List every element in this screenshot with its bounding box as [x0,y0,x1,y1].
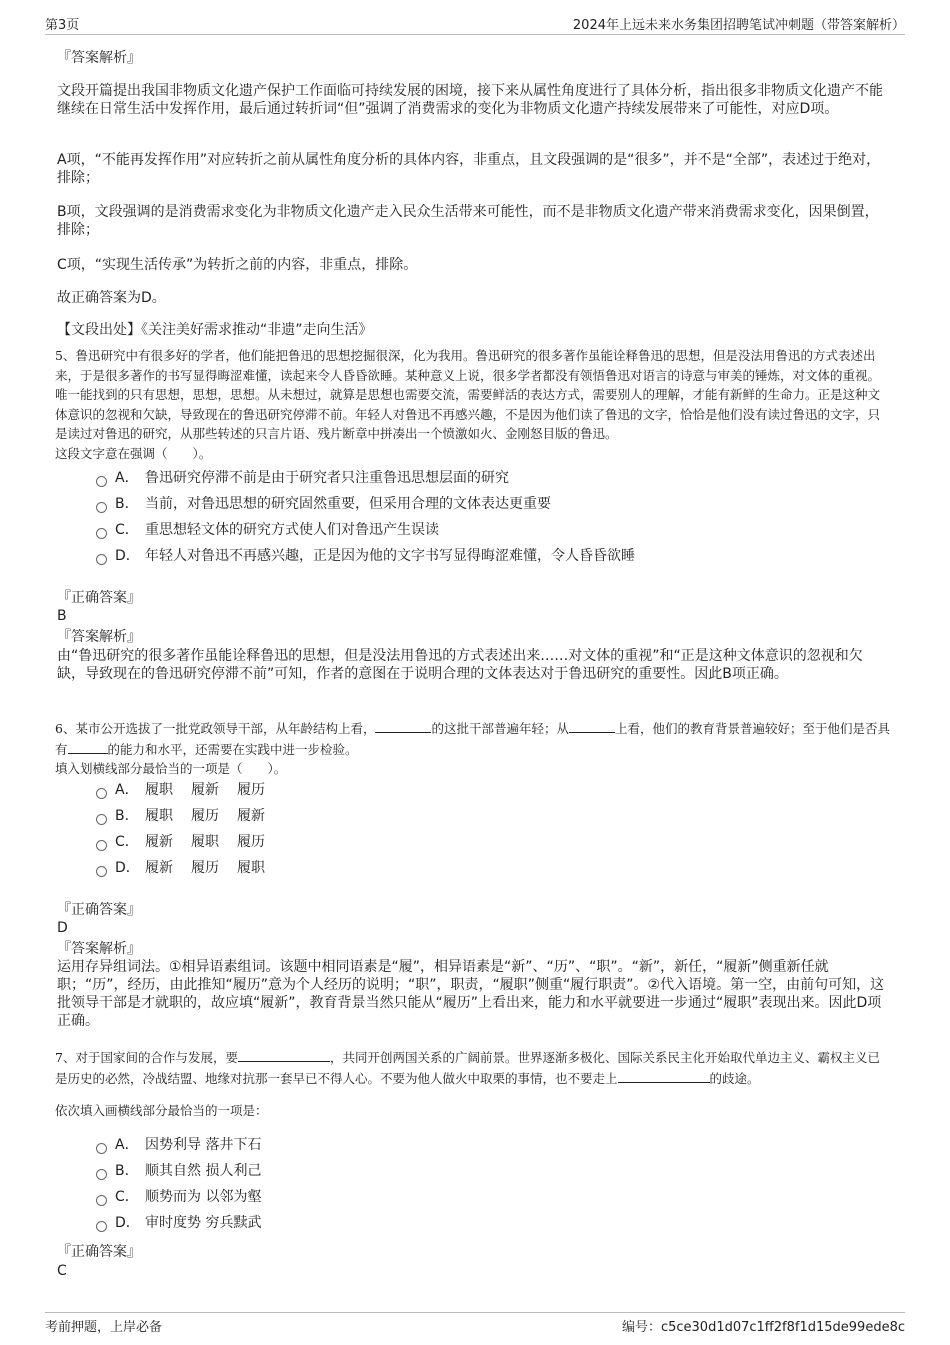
q7-answer-label: 『正确答案』 [57,1244,141,1260]
q5-stem-text: 5、鲁迅研究中有很多好的学者，他们能把鲁迅的思想挖掘很深，化为我用。鲁迅研究的很多著作虽能诠释鲁迅的思想，但是没法用鲁迅的方式表述出来，于是很多著作的书写显得晦涩难懂，读起来令人昏昏欲睡。某种意义上说，很多学者都没有领悟鲁迅对语言的诗意与审美的锤炼，对文体的重视。唯一能找到的只有思想，思想，思想。从未想过，就算是思想也需要交流，需要鲜活的表达方式，需要别人的理解，才能有新鲜的生命力。正是这种文体意识的忽视和欠缺，导致现在的鲁迅研究停滞不前。年轻人对鲁迅不再感兴趣，不是因为他们读了鲁迅的文字，恰恰是他们没有读过鲁迅的文字，只是读过对鲁迅的研究，从那些转述的只言片语、残片断章中拼凑出一个愤激如火、金刚怒目版的鲁迅。 [55,348,881,441]
q6-option-b[interactable]: B． 履职 履历 履新 [96,805,265,827]
blank-line [618,1068,710,1083]
radio-icon[interactable] [96,1195,107,1206]
q6-answer-label: 『正确答案』 [57,902,141,918]
blank-line [238,1047,330,1062]
q6-prompt: 填入划横线部分最恰当的一项是（ ）。 [55,761,287,776]
footer-slogan: 考前押题，上岸必备 [45,1320,163,1335]
q7-option-d[interactable]: D． 审时度势 穷兵黩武 [96,1212,261,1234]
radio-icon[interactable] [96,866,107,877]
q5-analysis-label: 『答案解析』 [57,629,141,645]
q5-option-b[interactable]: B． 当前，对鲁迅思想的研究固然重要，但采用合理的文体表达更重要 [96,493,551,515]
radio-icon[interactable] [96,1169,107,1180]
q5-option-c[interactable]: C． 重思想轻文体的研究方式使人们对鲁迅产生误读 [96,519,439,541]
q4-source: 【文段出处】《关注美好需求推动“非遗”走向生活》 [57,322,373,338]
radio-icon[interactable] [96,554,107,565]
radio-icon[interactable] [96,476,107,487]
radio-icon[interactable] [96,528,107,539]
q4-analysis-para-3: B项，文段强调的是消费需求变化为非物质文化遗产走入民众生活带来可能性，而不是非物质文化遗产带来消费需求变化，因果倒置，排除； [57,204,879,238]
radio-icon[interactable] [96,502,107,513]
q6-option-d[interactable]: D． 履新 履历 履职 [96,857,265,879]
q6-option-c[interactable]: C． 履新 履职 履历 [96,831,265,853]
q7-option-c[interactable]: C． 顺势而为 以邻为壑 [96,1186,261,1208]
q5-option-d[interactable]: D． 年轻人对鲁迅不再感兴趣，正是因为他的文字书写显得晦涩难懂，令人昏昏欲睡 [96,545,635,567]
radio-icon[interactable] [96,788,107,799]
radio-icon[interactable] [96,1143,107,1154]
page-header [45,14,905,35]
q6-answer: D [57,920,68,936]
blank-line [375,718,431,733]
radio-icon[interactable] [96,1221,107,1232]
q7-prompt: 依次填入画横线部分最恰当的一项是： [55,1103,268,1118]
q4-conclusion: 故正确答案为D。 [57,290,166,306]
radio-icon[interactable] [96,840,107,851]
footer-serial: 编号：c5ce30d1d07c1ff2f8f1d15de99ede8c [621,1320,905,1335]
q6-option-a[interactable]: A． 履职 履新 履历 [96,779,265,801]
q7-option-a[interactable]: A． 因势利导 落井下石 [96,1134,261,1156]
q6-stem: 6、某市公开选拔了一批党政领导干部，从年龄结构上看， 的这批干部普遍年轻；从 上看，他们的教育背景普遍较好；至于他们是否具有 的能力和水平，还需要在实践中进一步检验。 填入划横线部分最恰当的一项是（ ）。 [55,718,891,779]
q7-stem: 7、对于国家间的合作与发展，要 ，共同开创两国关系的广阔前景。世界逐渐多极化、国际关系民主化开始取代单边主义、霸权主义已是历史的必然，冷战结盟、地缘对抗那一套早已不得人心。不要为他人做火中取栗的事情，也不要走上 的歧途。 [55,1047,891,1088]
q5-option-a[interactable]: A． 鲁迅研究停滞不前是由于研究者只注重鲁迅思想层面的研究 [96,467,509,489]
page-footer [45,1312,905,1335]
q5-answer-label: 『正确答案』 [57,590,141,606]
q7-option-b[interactable]: B． 顺其自然 损人利己 [96,1160,261,1182]
q5-prompt: 这段文字意在强调（ ）。 [55,445,212,461]
q4-analysis-para-2: A项，“不能再发挥作用”对应转折之前从属性角度分析的具体内容，非重点，且文段强调的是“很多”，并不是“全部”，表述过于绝对，排除； [57,152,881,186]
q5-analysis: 由“鲁迅研究的很多著作虽能诠释鲁迅的思想，但是没法用鲁迅的方式表述出来……对文体的重视”和“正是这种文体意识的忽视和欠缺，导致现在的鲁迅研究停滞不前”可知，作者的意图在于说明合理的文体表达对于鲁迅研究的重要性。因此B项正确。 [57,648,863,682]
q4-analysis-para-1: 文段开篇提出我国非物质文化遗产保护工作面临可持续发展的困境，接下来从属性角度进行了具体分析，指出很多非物质文化遗产不能继续在日常生活中发挥作用，最后通过转折词“但”强调了消费需求的变化为非物质文化遗产持续发展带来了可能性，对应D项。 [57,83,883,117]
page-number: 第3页 [45,18,80,33]
q5-stem [55,346,891,463]
blank-line [68,739,108,754]
document-title: 2024年上远未来水务集团招聘笔试冲刺题（带答案解析） [572,18,905,33]
radio-icon[interactable] [96,814,107,825]
q4-analysis-para-4: C项，“实现生活传承”为转折之前的内容，非重点，排除。 [57,257,418,273]
q6-analysis: 运用存异组词法。①相异语素组词。该题中相同语素是“履”，相异语素是“新”、“历”、“职”。“新”，新任，“履新”侧重新任就职；“历”，经历，由此推知“履历”意为个人经历的说明；“职”，职责，“履职”侧重“履行职责”。②代入语境。第一空，由前句可知，这批领导干部是才就职的，故应填“履新”，教育背景当然只能从“履历”上看出来，能力和水平就要进一步通过“履职”表现出来。因此D项正确。 [57,959,885,1029]
q6-analysis-label: 『答案解析』 [57,941,141,957]
q7-answer: C [57,1263,67,1279]
q4-analysis-label: 『答案解析』 [57,50,141,66]
q5-answer: B [57,608,67,624]
blank-line [569,718,615,733]
